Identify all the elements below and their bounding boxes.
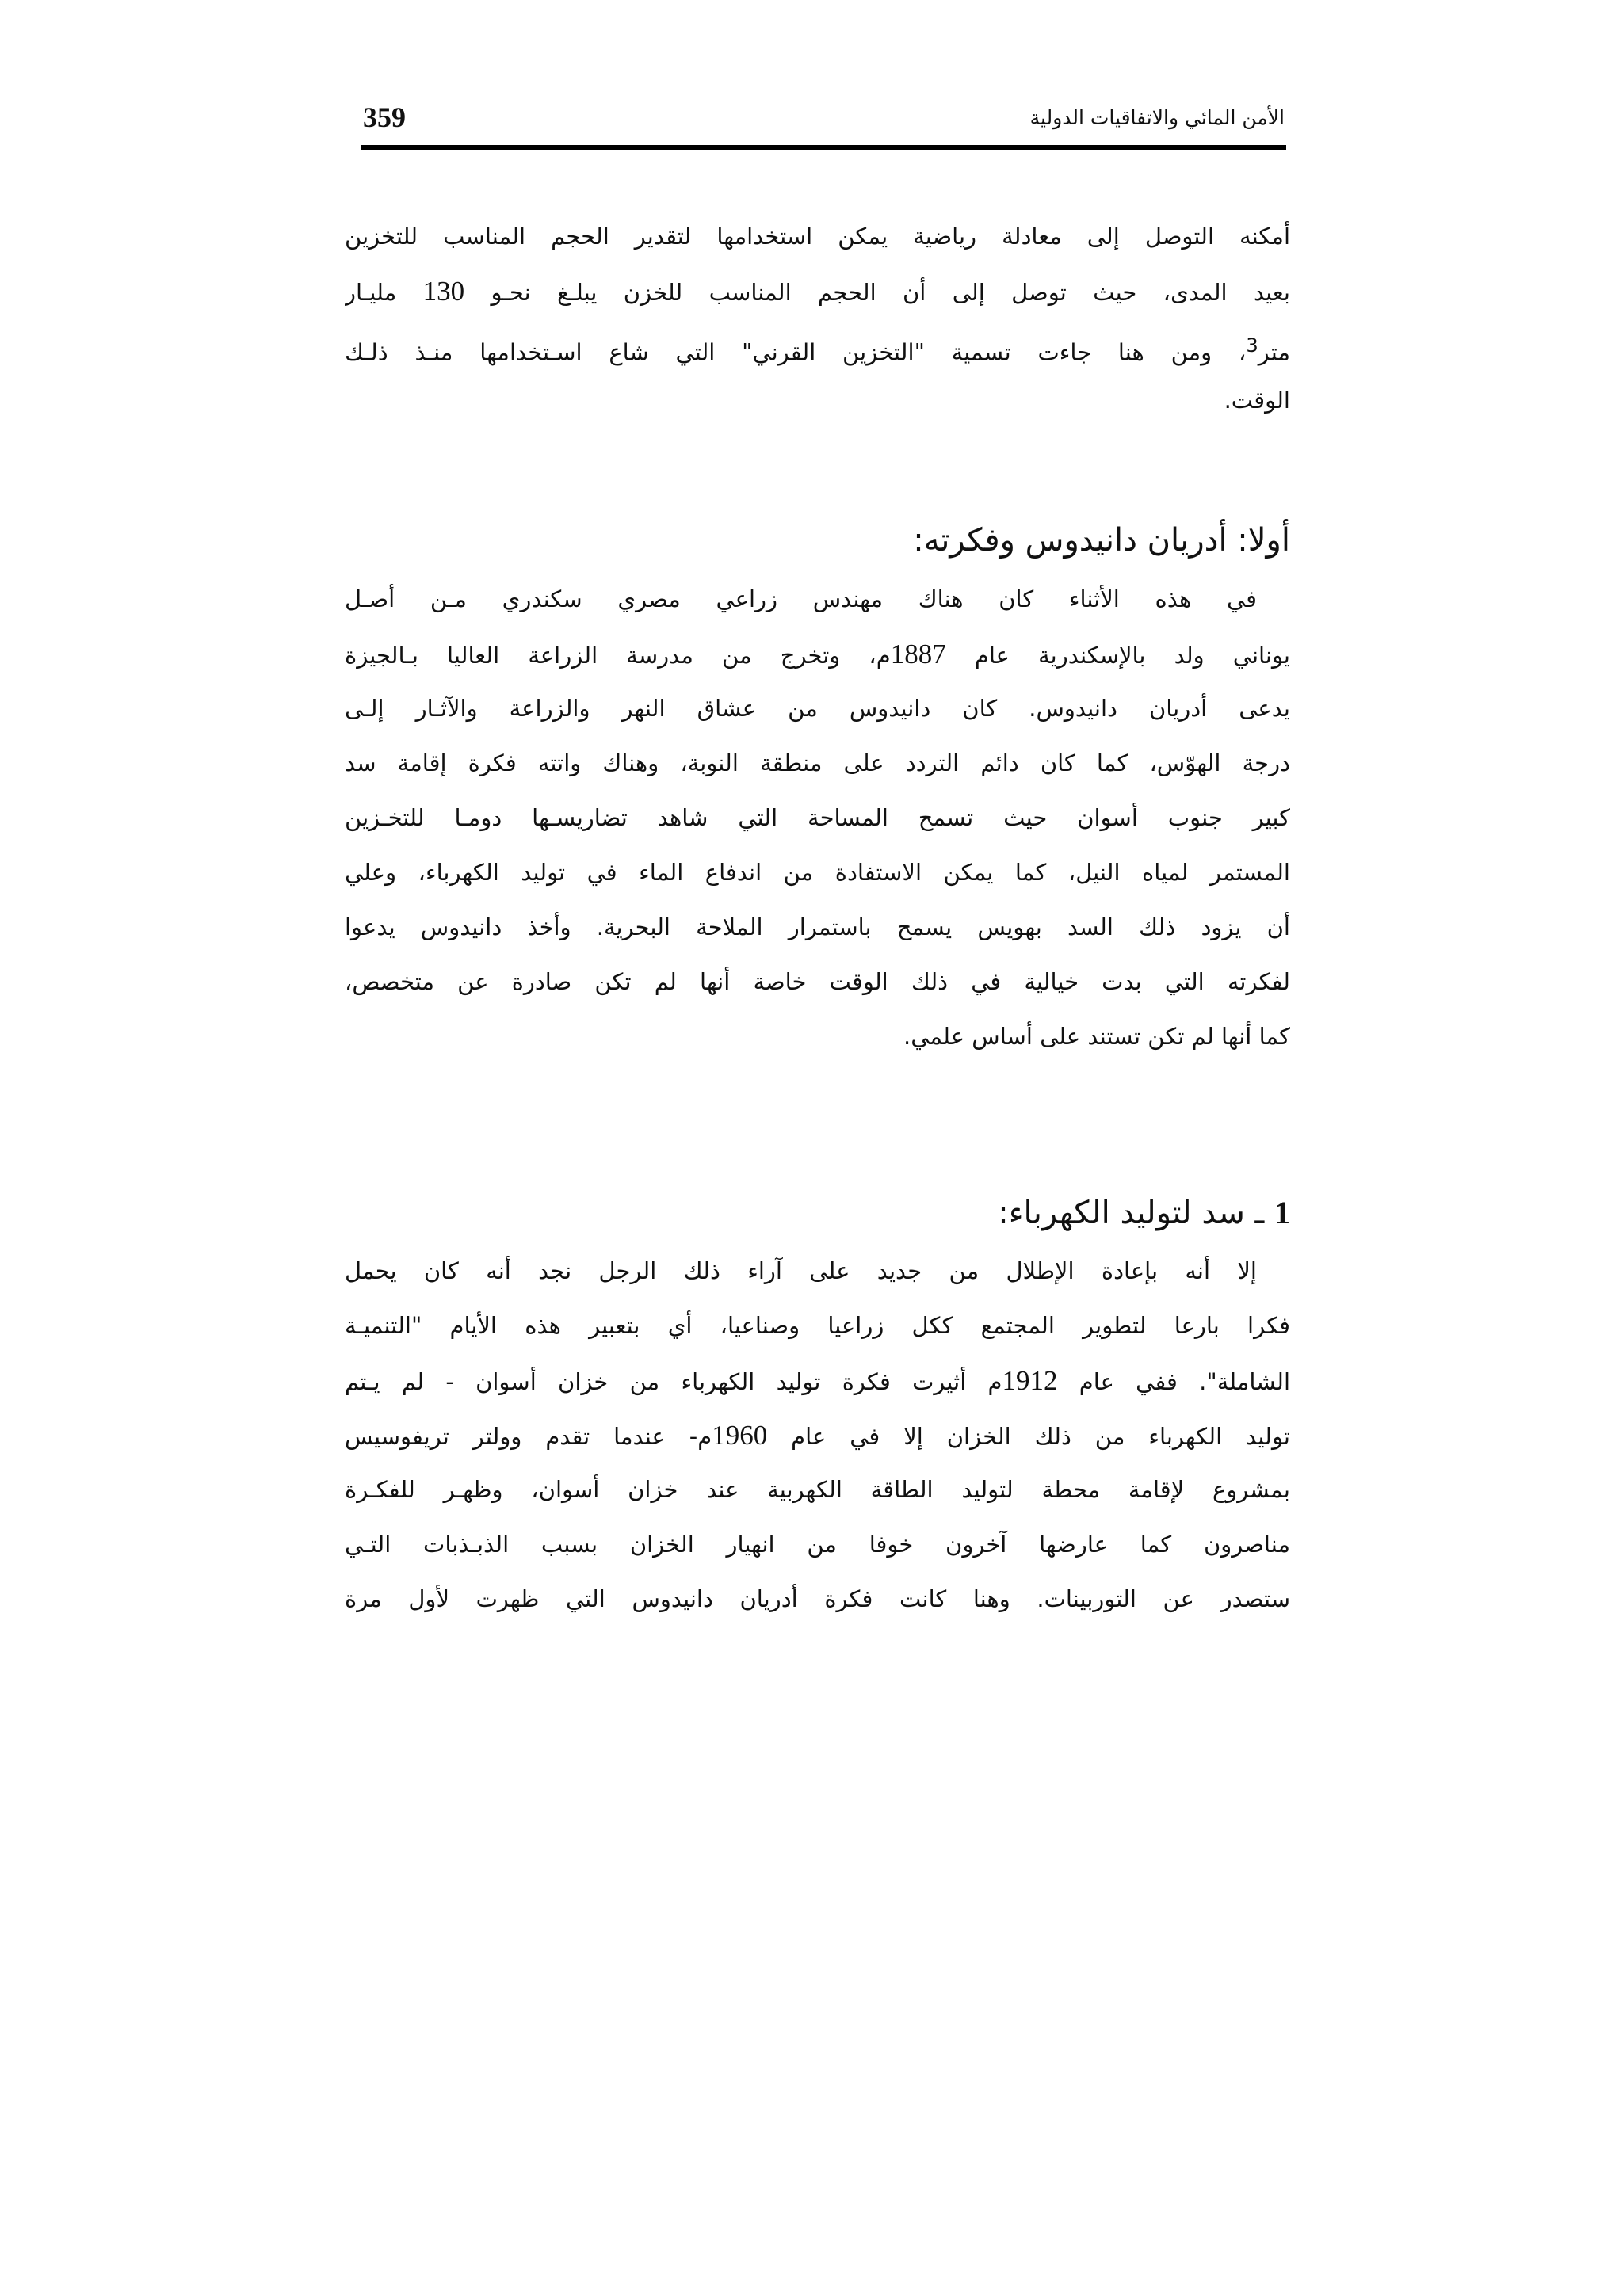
text-line: ستصدر عن التوربينات. وهنا كانت فكرة أدريان دانيدوس التي ظهرت لأول مرة bbox=[345, 1585, 1290, 1612]
text-line: أمكنه التوصل إلى معادلة رياضية يمكن استخدامها لتقدير الحجم المناسب للتخزين bbox=[345, 223, 1290, 250]
text-line: المستمر لمياه النيل، كما يمكن الاستفادة من اندفاع الماء في توليد الكهرباء، وعلي bbox=[345, 859, 1290, 886]
text-line: بمشروع لإقامة محطة لتوليد الطاقة الكهربية عند خزان أسوان، وظهـر للفكـرة bbox=[345, 1476, 1290, 1503]
section-paragraph bbox=[345, 572, 1290, 1064]
text-line: الوقت. bbox=[1224, 387, 1290, 414]
text-line: درجة الهوّس، كما كان دائم التردد على منطقة النوبة، وهناك واتته فكرة إقامة سد bbox=[345, 749, 1290, 776]
text-line: كبير جنوب أسوان حيث تسمح المساحة التي شاهد تضاريسـها دومـا للتخـزين bbox=[345, 804, 1290, 831]
subsection-heading: 1 ـ سد لتوليد الكهرباء: bbox=[998, 1195, 1290, 1231]
text-line: مناصرون كما عارضها آخرون خوفا من انهيار الخزان بسبب الذبـذبات التـي bbox=[345, 1531, 1290, 1558]
text-line: يدعى أدريان دانيدوس. كان دانيدوس من عشاق النهر والزراعة والآثـار إلـى bbox=[345, 695, 1290, 722]
text-line: توليد الكهرباء من ذلك الخزان إلا في عام 1960م- عندما تقدم وولتر تريفوسيس bbox=[345, 1420, 1290, 1451]
page-number: 359 bbox=[363, 101, 406, 133]
text-line: يوناني ولد بالإسكندرية عام 1887م، وتخرج من مدرسة الزراعة العاليا بـالجيزة bbox=[345, 639, 1290, 669]
text-line: أن يزود ذلك السد بهويس يسمح باستمرار الملاحة البحرية. وأخذ دانيدوس يدعوا bbox=[345, 913, 1290, 940]
subsection-paragraph bbox=[345, 1244, 1290, 1627]
text-line: متر$^3$، ومن هنا جاءت تسمية "التخزين القرني" التي شاع اسـتخدامها منـذ ذلـك bbox=[345, 334, 1290, 366]
text-line: الشاملة". ففي عام 1912م أثيرت فكرة توليد الكهرباء من خزان أسوان - لم يـتم bbox=[345, 1365, 1290, 1396]
text-line: إلا أنه بإعادة الإطلال من جديد على آراء ذلك الرجل نجد أنه كان يحمل bbox=[345, 1257, 1257, 1284]
text-line: بعيد المدى، حيث توصل إلى أن الحجم المناسب للخزن يبلـغ نحـو 130 مليـار bbox=[345, 276, 1290, 307]
text-line: في هذه الأثناء كان هناك مهندس زراعي مصري سكندري مـن أصـل bbox=[345, 585, 1257, 612]
section-heading: أولا: أدريان دانيدوس وفكرته: bbox=[913, 522, 1290, 559]
text-line: لفكرته التي بدت خيالية في ذلك الوقت خاصة أنها لم تكن صادرة عن متخصص، bbox=[345, 968, 1290, 995]
text-line: فكرا بارعا لتطوير المجتمع ككل زراعيا وصناعيا، أي بتعبير هذه الأيام "التنميـة bbox=[345, 1312, 1290, 1339]
running-title: الأمن المائي والاتفاقيات الدولية bbox=[1029, 106, 1285, 129]
intro-paragraph bbox=[345, 209, 1290, 428]
text-line: كما أنها لم تكن تستند على أساس علمي. bbox=[903, 1023, 1290, 1050]
header-rule bbox=[361, 145, 1286, 150]
